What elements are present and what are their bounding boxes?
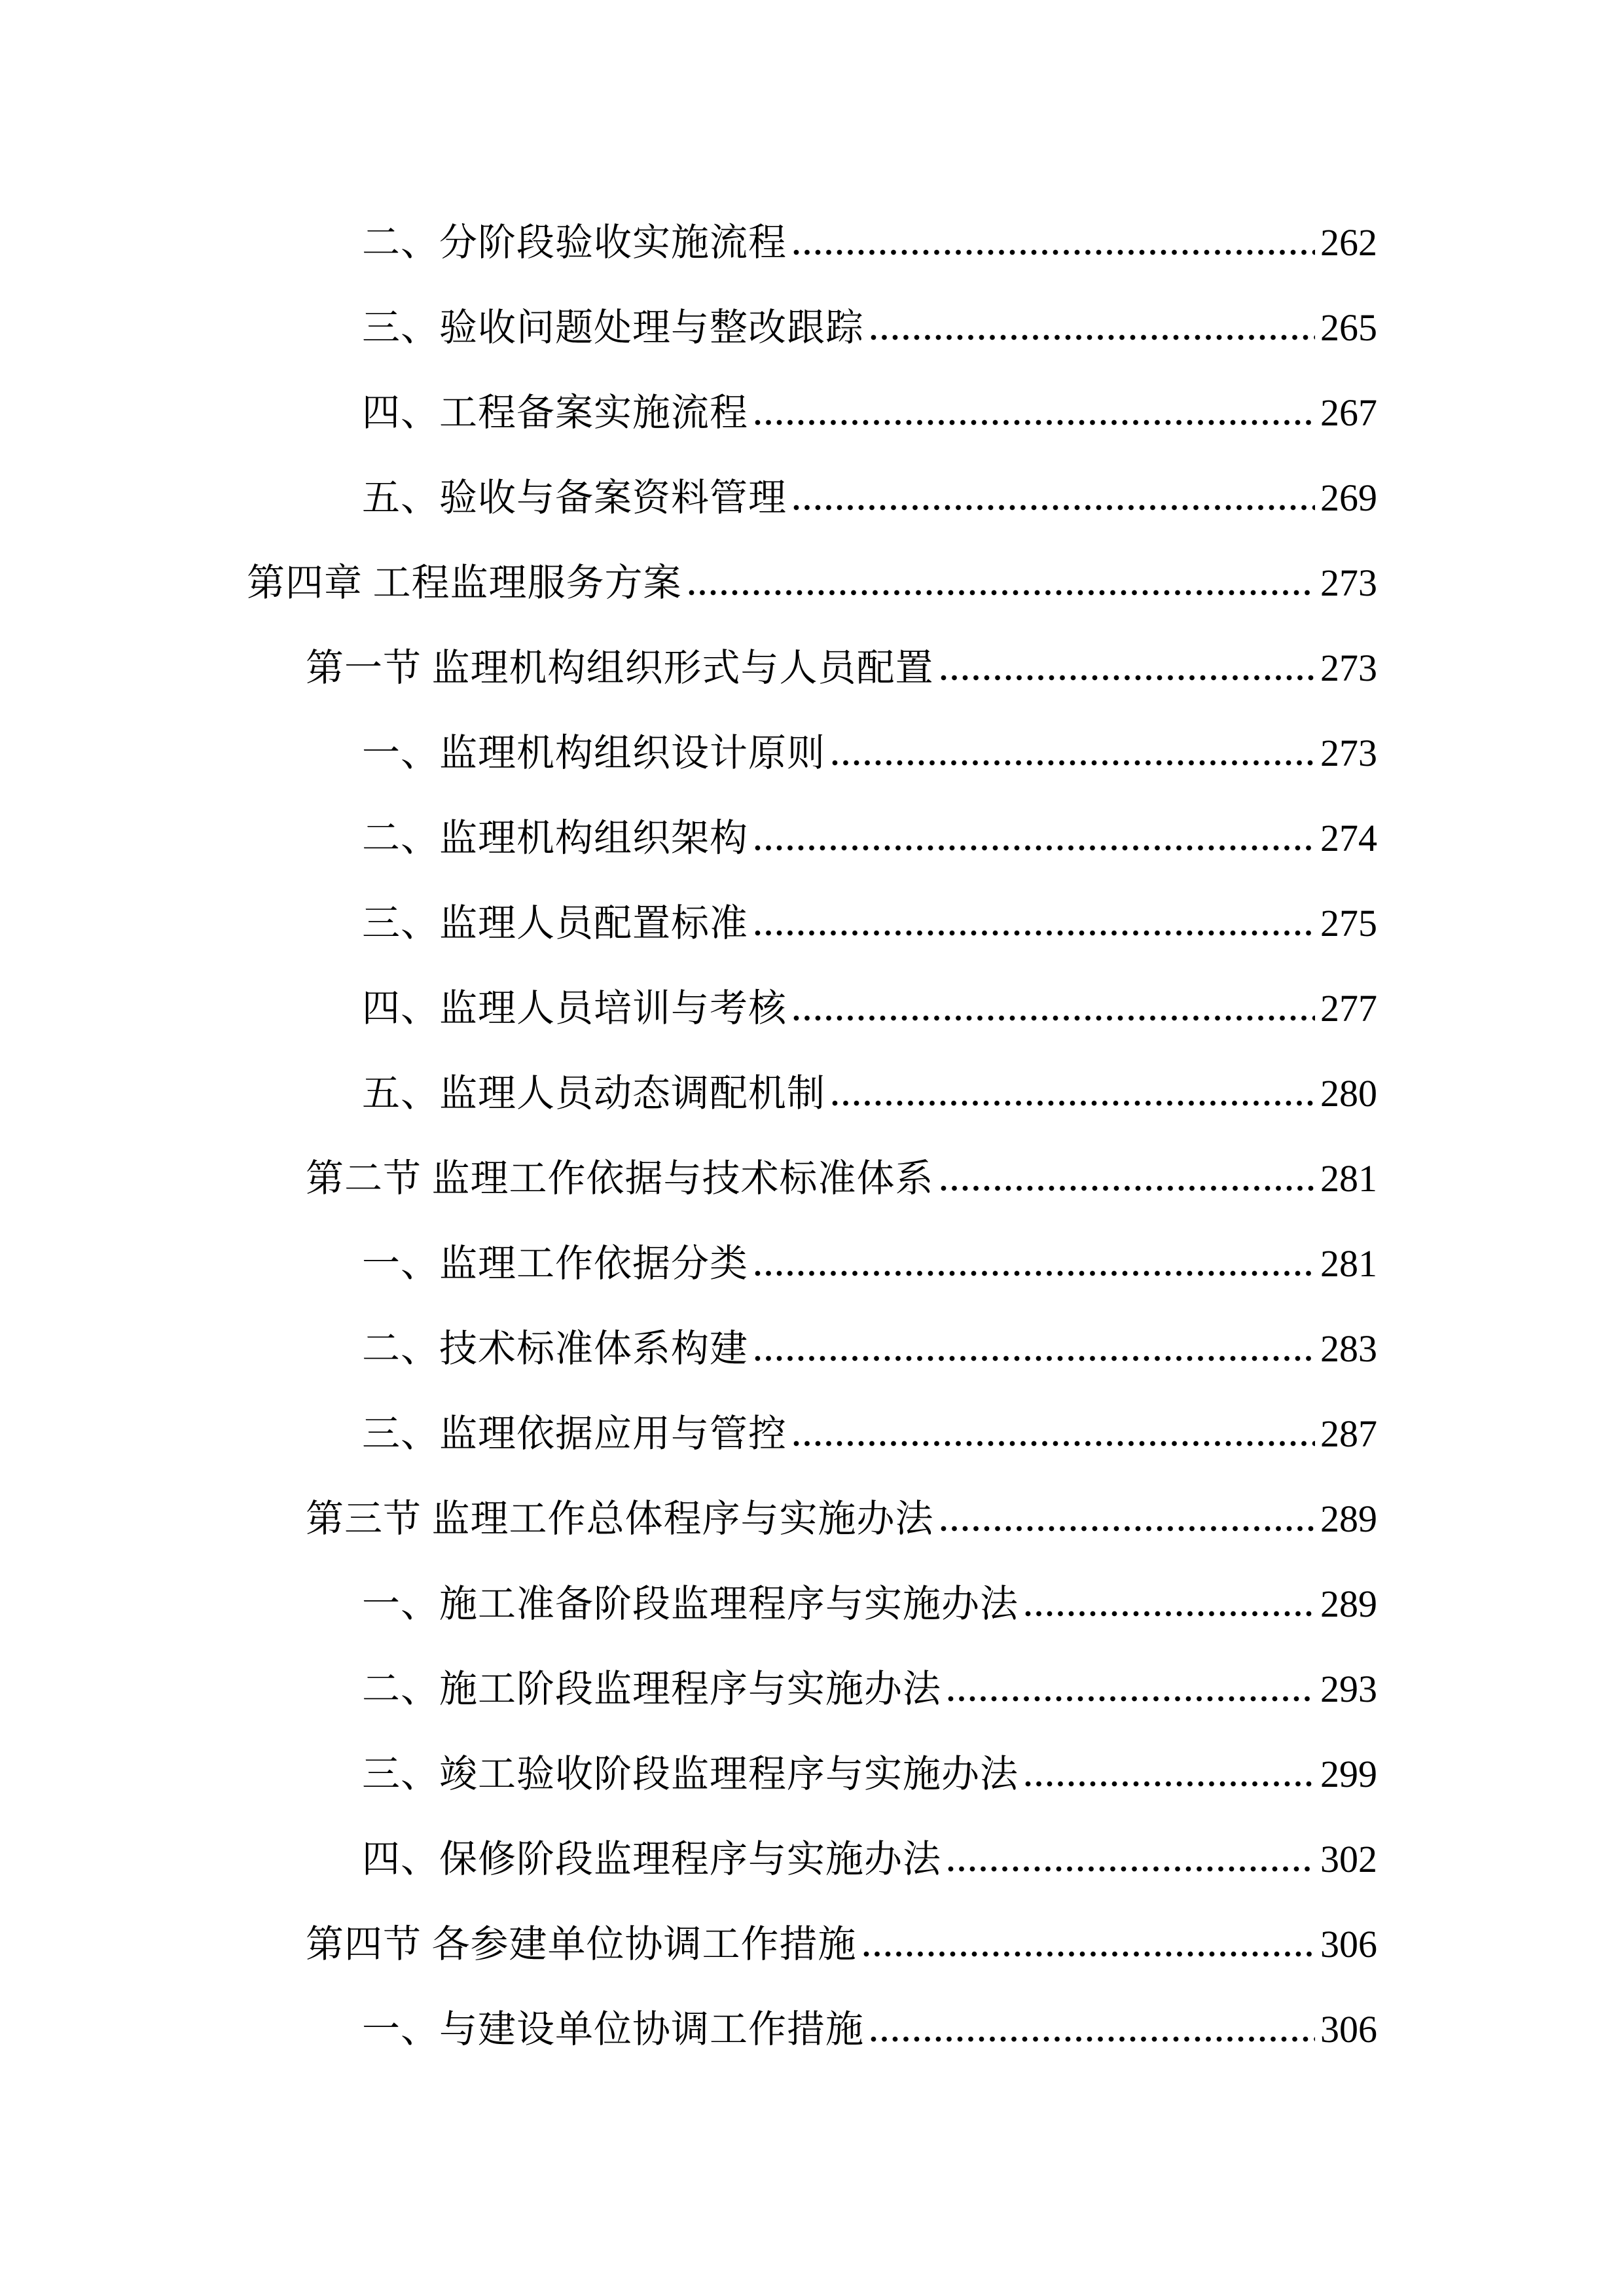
toc-entry-title: 一、与建设单位协调工作措施 [362,2008,865,2051]
dot-leader [689,590,1315,596]
dot-leader [755,930,1315,936]
dot-leader [948,1696,1315,1702]
toc-entry-page-number: 277 [1320,987,1377,1030]
toc-entry-page-number: 273 [1320,647,1377,689]
toc-entry[interactable] [247,626,1377,711]
toc-entry-page-number: 306 [1320,2008,1377,2051]
dot-leader [1025,1611,1315,1617]
dot-leader [941,1185,1315,1191]
dot-leader [863,1951,1315,1957]
toc-entry-page-number: 289 [1320,1498,1377,1540]
dot-leader [755,1270,1315,1276]
toc-entry-title: 三、验收问题处理与整改跟踪 [362,306,865,349]
dot-leader [755,420,1315,425]
toc-entry-page-number: 281 [1320,1242,1377,1285]
toc-entry-page-number: 306 [1320,1923,1377,1965]
dot-leader [871,334,1315,340]
toc-entry-page-number: 289 [1320,1583,1377,1625]
dot-leader [755,1355,1315,1361]
toc-entry-page-number: 287 [1320,1412,1377,1455]
toc-entry-title: 三、监理人员配置标准 [362,902,749,944]
toc-entry-title: 五、验收与备案资料管理 [362,476,787,519]
dot-leader [793,505,1315,511]
toc-entry-title: 四、保修阶段监理程序与实施办法 [362,1838,942,1880]
toc-entry-title: 第四节 各参建单位协调工作措施 [306,1923,857,1965]
toc-entry[interactable] [247,541,1377,626]
dot-leader [832,760,1315,766]
toc-entry-title: 二、监理机构组织架构 [362,817,749,859]
dot-leader [793,249,1315,255]
toc-entry[interactable] [247,456,1377,541]
toc-entry-title: 二、施工阶段监理程序与实施办法 [362,1668,942,1710]
toc-entry-title: 二、技术标准体系构建 [362,1327,749,1370]
toc-entry-title: 三、监理依据应用与管控 [362,1412,787,1455]
toc-entry-page-number: 281 [1320,1157,1377,1200]
toc-entry-title: 二、分阶段验收实施流程 [362,221,787,264]
toc-entry[interactable] [247,1647,1377,1732]
toc-entry[interactable] [247,711,1377,796]
toc-entry-title: 一、监理机构组织设计原则 [362,732,826,774]
toc-entry-title: 第一节 监理机构组织形式与人员配置 [306,647,934,689]
toc-entry[interactable] [247,1306,1377,1391]
toc-entry[interactable] [247,1051,1377,1136]
toc-entry[interactable] [247,1221,1377,1306]
toc-entry-title: 第二节 监理工作依据与技术标准体系 [306,1157,934,1200]
dot-leader [871,2036,1315,2042]
toc-entry-title: 一、监理工作依据分类 [362,1242,749,1285]
toc-entry-page-number: 267 [1320,391,1377,434]
dot-leader [1025,1781,1315,1787]
dot-leader [948,1866,1315,1872]
toc-entry[interactable] [247,370,1377,456]
toc-entry[interactable] [247,1477,1377,1562]
toc-entry-title: 第四章 工程监理服务方案 [247,562,682,604]
toc-list [247,200,1377,2072]
toc-entry[interactable] [247,1391,1377,1477]
toc-entry-page-number: 280 [1320,1072,1377,1115]
toc-entry-page-number: 265 [1320,306,1377,349]
toc-entry-page-number: 273 [1320,562,1377,604]
toc-entry-page-number: 293 [1320,1668,1377,1710]
toc-entry[interactable] [247,966,1377,1051]
toc-entry[interactable] [247,1817,1377,1902]
toc-entry-page-number: 274 [1320,817,1377,859]
dot-leader [941,1526,1315,1532]
toc-entry[interactable] [247,1987,1377,2072]
toc-entry[interactable] [247,796,1377,881]
dot-leader [793,1441,1315,1446]
toc-entry-page-number: 275 [1320,902,1377,944]
toc-entry[interactable] [247,1562,1377,1647]
toc-entry-page-number: 273 [1320,732,1377,774]
toc-entry-title: 四、监理人员培训与考核 [362,987,787,1030]
toc-entry[interactable] [247,881,1377,966]
toc-entry-page-number: 262 [1320,221,1377,264]
toc-entry[interactable] [247,1732,1377,1817]
toc-entry-title: 四、工程备案实施流程 [362,391,749,434]
dot-leader [832,1100,1315,1106]
toc-entry-title: 五、监理人员动态调配机制 [362,1072,826,1115]
toc-entry-title: 一、施工准备阶段监理程序与实施办法 [362,1583,1019,1625]
toc-entry-page-number: 269 [1320,476,1377,519]
dot-leader [793,1015,1315,1021]
toc-entry[interactable] [247,1136,1377,1221]
toc-entry[interactable] [247,1902,1377,1987]
toc-entry-title: 三、竣工验收阶段监理程序与实施办法 [362,1753,1019,1795]
toc-entry-page-number: 302 [1320,1838,1377,1880]
toc-entry-title: 第三节 监理工作总体程序与实施办法 [306,1498,934,1540]
toc-entry[interactable] [247,285,1377,370]
toc-entry[interactable] [247,200,1377,285]
toc-entry-page-number: 299 [1320,1753,1377,1795]
dot-leader [755,845,1315,851]
toc-entry-page-number: 283 [1320,1327,1377,1370]
dot-leader [941,675,1315,681]
